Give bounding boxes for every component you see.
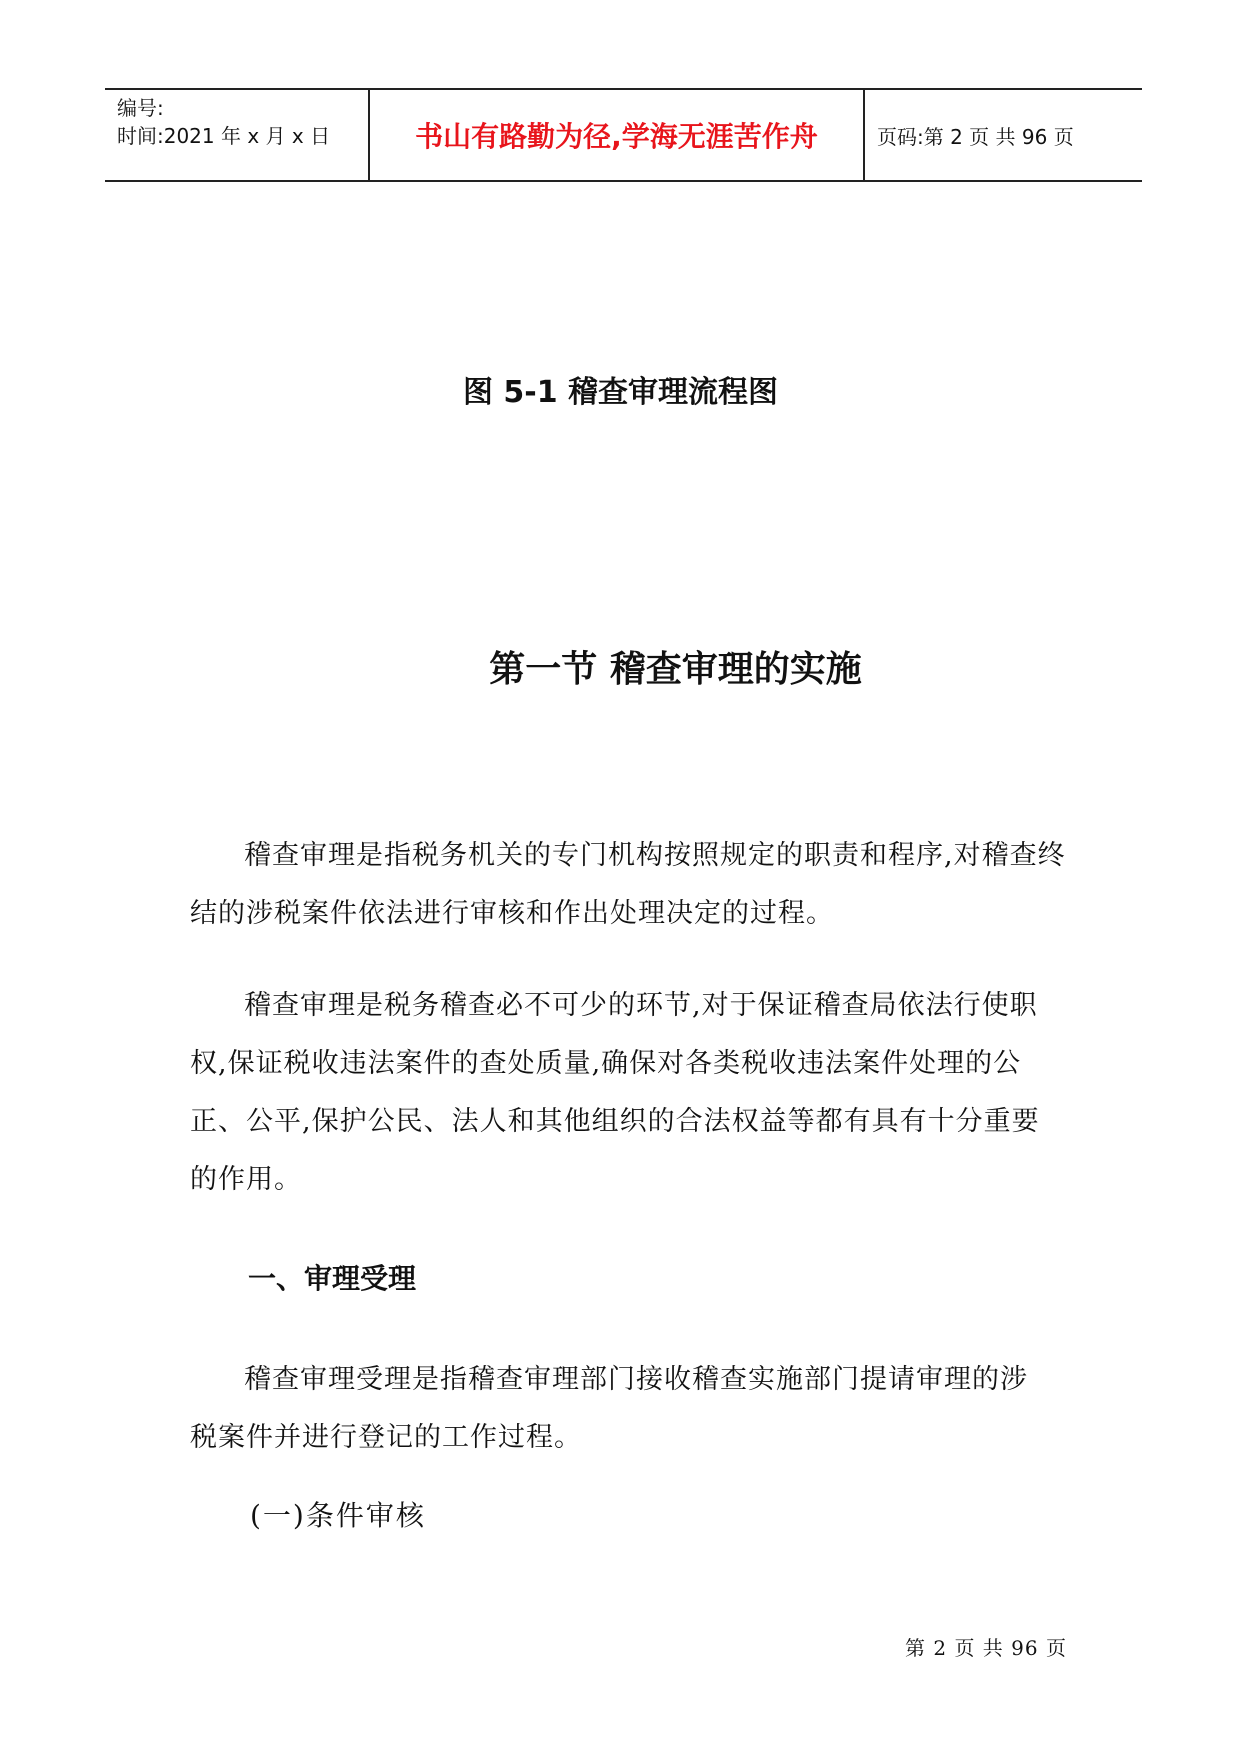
header-page-info: 页码:第 2 页 共 96 页 [877,124,1074,149]
figure-caption: 图 5-1 稽查审理流程图 [462,375,779,410]
page-footer: 第 2 页 共 96 页 [905,1636,1067,1660]
heading-review-acceptance: 一、审理受理 [248,1262,417,1295]
document-time-label: 时间:2021 年 x 月 x 日 [117,124,331,148]
paragraph-importance: 稽查审理是税务稽查必不可少的环节,对于保证稽查局依法行使职权,保证税收违法案件的查处质量,确保对各类税收违法案件处理的公正、公平,保护公民、法人和其他组织的合法权益等都有具有十分重要的作用。 [190,990,1040,1195]
page-header [105,88,1142,182]
section-title: 第一节 稽查审理的实施 [489,649,862,690]
header-left-cell [105,90,370,180]
paragraph-definition: 稽查审理是指税务机关的专门机构按照规定的职责和程序,对稽查终结的涉税案件依法进行审核和作出处理决定的过程。 [190,840,1066,929]
subheading-condition-review: (一)条件审核 [250,1499,426,1532]
document-number-label: 编号: [117,96,164,120]
header-motto: 书山有路勤为径,学海无涯苦作舟 [370,90,865,180]
paragraph-acceptance: 稽查审理受理是指稽查审理部门接收稽查实施部门提请审理的涉税案件并进行登记的工作过程。 [190,1364,1028,1453]
